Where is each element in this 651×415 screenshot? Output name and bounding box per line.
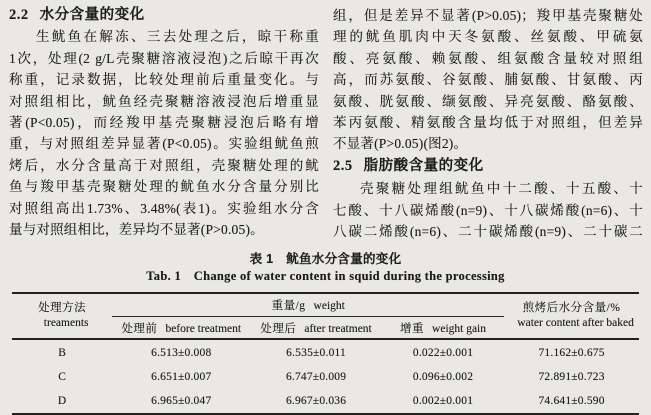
cell-method: D	[57, 395, 67, 408]
cell-gain: 0.002±0.001	[412, 395, 474, 408]
body-text-line: 八碳二烯酸(n=6)、二十碳烯酸(n=9)、二十碳二	[333, 224, 643, 240]
table-header	[12, 293, 639, 339]
header-method-en: treaments	[43, 317, 89, 330]
cell-before: 6.965±0.047	[151, 395, 212, 408]
header-weight-gain: 增重 weight gain	[400, 322, 487, 335]
header-weight-en: weight	[313, 300, 345, 313]
cell-after: 6.747±0.009	[285, 370, 347, 383]
header-after-treatment: 处理后 after treatment	[260, 322, 372, 335]
body-text-line: 量与对照组相比，差异均不显著(P>0.05)。	[9, 222, 264, 238]
body-text-line: 不显著(P>0.05)(图2)。	[333, 136, 468, 152]
paragraph-fatty-acids	[333, 178, 643, 242]
body-text-line: 生鱿鱼在解冻、三去处理之后，晾干称重	[36, 29, 319, 45]
body-text-line: 高，而苏氨酸、谷氨酸、脯氨酸、甘氨酸、丙	[333, 72, 643, 88]
cell-after: 6.535±0.011	[286, 346, 346, 359]
cell-after: 6.967±0.036	[285, 395, 347, 408]
section-title: 水分含量的变化	[39, 7, 145, 23]
table-row	[12, 365, 639, 389]
section-number: 2.2	[9, 7, 29, 23]
paragraph-amino-acids	[333, 5, 643, 155]
cell-method: C	[58, 370, 67, 383]
header-method-zh: 处理方法	[38, 302, 87, 315]
header-water-content	[504, 293, 639, 339]
cell-gain: 0.022±0.001	[412, 346, 474, 359]
body-text-line: 鱼与羧甲基壳聚糖处理的鱿鱼水分含量分别比	[9, 179, 319, 195]
cell-water: 71.162±0.675	[538, 346, 605, 359]
cell-before: 6.513±0.008	[151, 346, 212, 359]
header-weight-zh: 重量/g	[271, 300, 306, 313]
header-before-treatment: 处理前 before treatment	[121, 322, 242, 335]
header-water-en: water content after baked	[517, 317, 634, 330]
section-heading-2-5	[333, 156, 643, 177]
header-method	[12, 293, 112, 339]
cell-gain: 0.096±0.002	[412, 370, 474, 383]
body-text-line: 理的鱿鱼肌肉中天冬氨酸、丝氨酸、甲硫氨	[333, 29, 643, 45]
paragraph-water-content	[9, 26, 319, 240]
cell-water: 72.891±0.723	[538, 370, 605, 383]
cell-water: 74.641±0.590	[538, 395, 605, 408]
header-water-zh: 煎烤后水分含量/%	[522, 302, 621, 315]
section-heading-2-2	[9, 5, 319, 26]
body-text-line: 1次，处理(2 g/L壳聚糖溶液浸泡)之后晾干再次	[9, 50, 319, 66]
cell-before: 6.651±0.007	[151, 370, 212, 383]
body-text-line: 著(P<0.05)，而经羧甲基壳聚糖浸泡后略有增	[9, 115, 319, 131]
table-1-block	[0, 251, 651, 415]
header-weight-group	[112, 293, 504, 317]
right-column	[333, 5, 643, 242]
body-text-line: 称重，记录数据，比较处理前后重量变化。与	[9, 72, 319, 88]
body-text-line: 重，与对照组差异显著(P<0.05)。实验组鱿鱼煎	[9, 136, 319, 152]
left-column	[9, 5, 319, 242]
body-text-line: 氨酸、胱氨酸、缬氨酸、异亮氨酸、酪氨酸、	[333, 93, 643, 109]
body-text-line: 七酸、十八碳烯酸(n=9)、十八碳烯酸(n=6)、十	[333, 202, 643, 218]
table-caption-en: Tab. 1 Change of water content in squid during the processing	[146, 269, 505, 284]
body-text-line: 对照组相比，鱿鱼经壳聚糖溶液浸泡后增重显	[9, 93, 319, 109]
table-row	[12, 389, 639, 414]
water-content-table	[12, 292, 639, 415]
table-body	[12, 339, 639, 414]
body-text-line: 壳聚糖处理组鱿鱼中十二酸、十五酸、十	[360, 181, 643, 197]
cell-method: B	[58, 346, 67, 359]
body-text-line: 烤后，水分含量高于对照组，壳聚糖处理的鱿	[9, 157, 319, 173]
body-text-line: 苯丙氨酸、精氨酸含量均低于对照组，但差异	[333, 115, 643, 131]
body-text-line: 对照组高出1.73%、3.48%(表1)。实验组水分含	[9, 200, 319, 216]
section-title: 脂肪酸含量的变化	[363, 157, 484, 174]
table-caption-zh: 表 1 鱿鱼水分含量的变化	[249, 252, 402, 267]
body-text-line: 酸、亮氨酸、赖氨酸、组氨酸含量较对照组	[333, 50, 643, 66]
table-row	[12, 339, 639, 364]
body-text-line: 组，但是差异不显著(P>0.05)；羧甲基壳聚糖处	[333, 8, 643, 23]
section-number: 2.5	[333, 157, 353, 174]
